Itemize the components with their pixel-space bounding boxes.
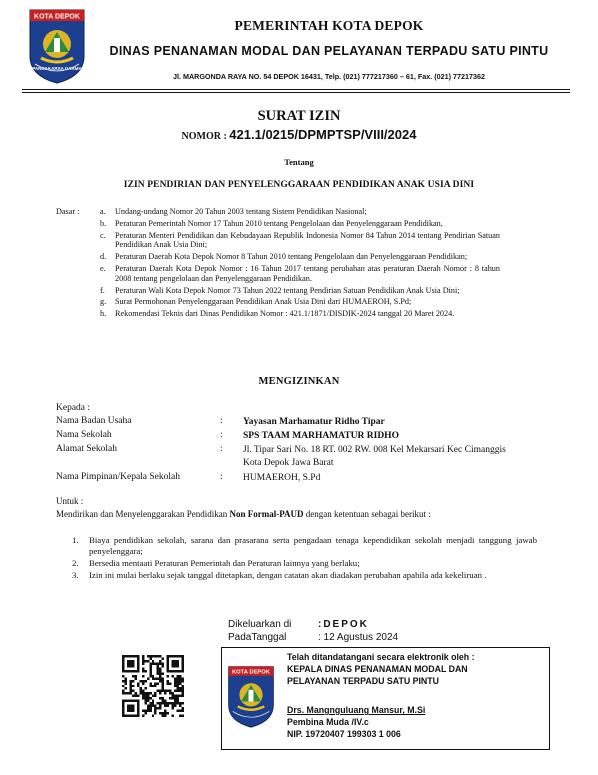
issued-place-value: :DEPOK: [318, 619, 369, 630]
pimpinan-value: HUMAEROH, S.Pd: [243, 473, 321, 483]
list-item: g. Surat Permohonan Penyelenggaraan Pendidikan Anak Usia Dini dari HUMAEROH, S.Pd;: [100, 297, 412, 307]
list-item: 2. Bersedia mentaati Peraturan Pemerintah dan Peraturan lainnya yang berlaku;: [72, 558, 360, 568]
header-divider-thin: [22, 92, 570, 93]
dasar-label: Dasar :: [56, 207, 80, 216]
colon: :: [220, 444, 223, 454]
dasar-list: [100, 207, 500, 321]
list-item: c. Peraturan Menteri Pendidikan dan Kebudayaan Republik Indonesia Nomor 84 Tahun 2014 tentang Pendirian Satuan Pendidikan Anak Usia Dini;: [100, 230, 500, 250]
list-item: d. Peraturan Daerah Kota Depok Nomor 8 Tahun 2010 tentang Pengelolaan dan Penyelenggaraan Pendidikan;: [100, 252, 468, 262]
colon: :: [220, 472, 223, 482]
badan-usaha-value: Yayasan Marhamatur Ridho Tipar: [243, 417, 385, 427]
document-number-label: NOMOR :: [181, 131, 230, 142]
signatory-position-line1: KEPALA DINAS PENANAMAN MODAL DAN: [287, 664, 468, 674]
document-subject: IZIN PENDIRIAN DAN PENYELENGGARAAN PENDIDIKAN ANAK USIA DINI: [123, 180, 475, 190]
kepada-label: Kepada :: [56, 403, 91, 413]
signatory-nip: NIP. 19720407 199303 1 006: [287, 729, 401, 739]
signatory-name: Drs. Mangnguluang Mansur, M.Si: [287, 705, 426, 715]
untuk-text: Mendirikan dan Menyelenggarakan Pendidikan Non Formal-PAUD dengan ketentuan sebagai berikut :: [56, 509, 431, 519]
colon: :: [220, 416, 223, 426]
sekolah-value: SPS TAAM MARHAMATUR RIDHO: [243, 431, 399, 441]
alamat-label: Alamat Sekolah: [56, 444, 117, 454]
issued-place-label: Dikeluarkan di: [228, 619, 292, 630]
agency-name: DINAS PENANAMAN MODAL DAN PELAYANAN TERPADU SATU PINTU: [109, 44, 549, 58]
sekolah-label: Nama Sekolah: [56, 430, 112, 440]
list-item: e. Peraturan Daerah Kota Depok Nomor : 16 Tahun 2017 tentang perubahan atas peraturan Daerah Nomor : 8 tahun 2008 tentang pengelolaan dan Penyelenggaraan Pendidikan.: [100, 263, 500, 283]
logo-top-text: KOTA DEPOK: [34, 13, 80, 21]
list-item: 3. Izin ini mulai berlaku sejak tanggal ditetapkan, dengan catatan akan diadakan perubahan apabila ada kekeliruan .: [72, 570, 487, 580]
kota-depok-logo-small: [226, 665, 276, 728]
agency-address: Jl. MARGONDA RAYA NO. 54 DEPOK 16431, Telp. (021) 777217360 – 61, Fax. (021) 77217362: [172, 72, 486, 81]
document-title: SURAT IZIN: [257, 108, 341, 124]
signature-statement: Telah ditandatangani secara elektronik oleh :: [287, 652, 475, 662]
document-number-value: 421.1/0215/DPMPTSP/VIII/2024: [229, 127, 417, 142]
document-number: [0, 126, 598, 144]
untuk-label: Untuk :: [56, 496, 84, 506]
issued-date-label: PadaTanggal: [228, 632, 287, 643]
tentang-label: Tentang: [284, 157, 314, 167]
government-name: PEMERINTAH KOTA DEPOK: [234, 18, 424, 33]
badan-usaha-label: Nama Badan Usaha: [56, 416, 132, 426]
colon: :: [220, 430, 223, 440]
qr-code: [122, 655, 184, 717]
list-item: a. Undang-undang Nomor 20 Tahun 2003 tentang Sistem Pendidikan Nasional;: [100, 207, 367, 216]
alamat-value: Jl. Tipar Sari No. 18 RT. 002 RW. 008 Kel Mekarsari Kec Cimanggis Kota Depok Jawa Barat: [243, 445, 506, 468]
logo-bottom-text: PANCAKARSA DARMA: [32, 66, 82, 71]
issued-date-value: : 12 Agustus 2024: [318, 632, 399, 643]
mengizinkan-heading: MENGIZINKAN: [258, 376, 340, 387]
list-item: b. Peraturan Pemerintah Nomor 17 Tahun 2010 tentang Pengelolaan dan Penyelenggaraan Pendidikan,: [100, 218, 443, 228]
pimpinan-label: Nama Pimpinan/Kepala Sekolah: [56, 472, 180, 482]
list-item: 1. Biaya pendidikan sekolah, sarana dan prasarana serta pengadaan tenaga kependidikan sekolah menjadi tanggung jawab penyelenggara;: [72, 535, 537, 556]
list-item: h. Rekomendasi Teknis dari Dinas Pendidikan Nomor : 421.1/1871/DISDIK-2024 tanggal 20 Maret 2024.: [100, 309, 455, 319]
kota-depok-logo: [27, 8, 87, 84]
signatory-rank: Pembina Muda /IV.c: [287, 717, 369, 727]
signatory-position-line2: PELAYANAN TERPADU SATU PINTU: [287, 676, 440, 686]
list-item: f. Peraturan Wali Kota Depok Nomor 73 Tahun 2022 tentang Pendirian Satuan Pendidikan Anak Usia Dini;: [100, 285, 460, 295]
untuk-program: Non Formal-PAUD: [229, 509, 304, 519]
header-divider: [22, 89, 570, 90]
logo-top-text: KOTA DEPOK: [231, 669, 271, 676]
ketentuan-list: [72, 535, 537, 582]
